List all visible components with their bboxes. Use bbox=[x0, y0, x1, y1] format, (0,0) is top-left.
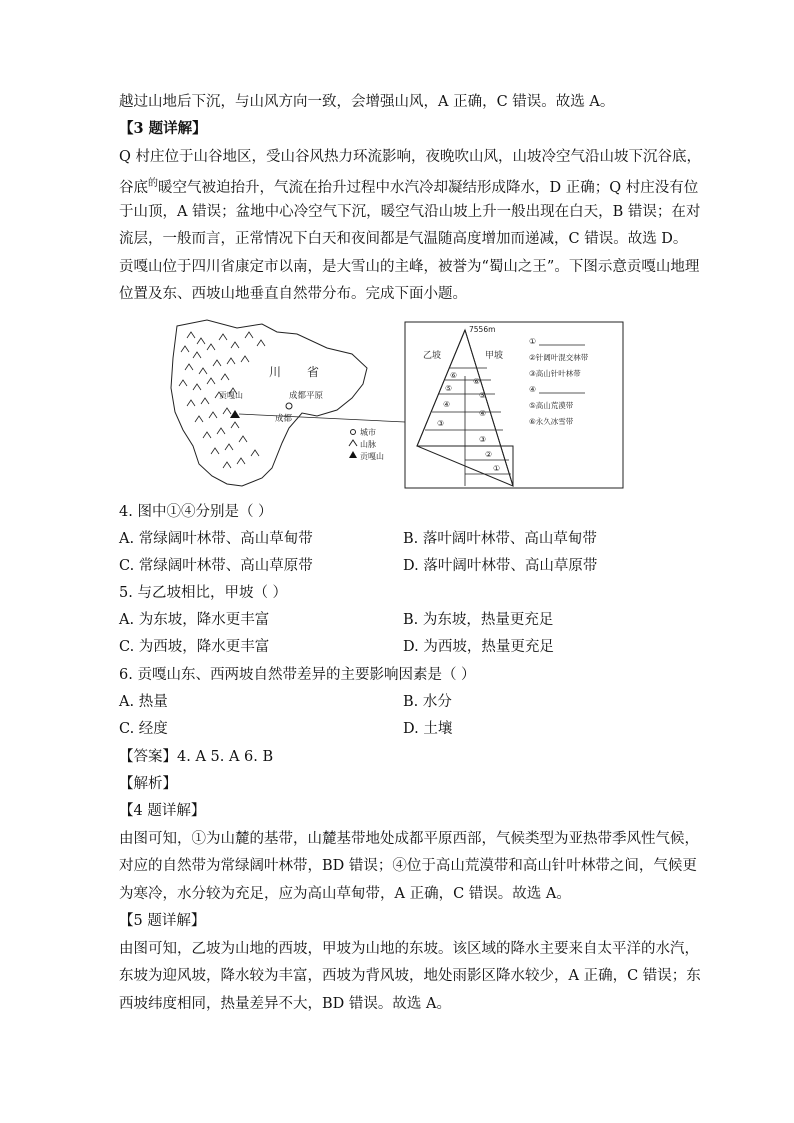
paragraph-line: 西坡纬度相同，热量差异不大，BD 错误。故选 A。 bbox=[119, 996, 451, 1012]
question-4: 4. 图中①④分别是（ ） bbox=[119, 504, 273, 520]
option-4b: B. 落叶阔叶林带、高山草甸带 bbox=[403, 531, 597, 547]
option-5b: B. 为东坡，热量更充足 bbox=[403, 612, 554, 628]
east-band-4: ④ bbox=[479, 409, 487, 418]
option-6d: D. 土壤 bbox=[403, 721, 453, 737]
paragraph-line: 越过山地后下沉，与山风方向一致，会增强山风，A 正确，C 错误。故选 A。 bbox=[119, 94, 615, 110]
zone-legend-6: ⑥永久冰雪带 bbox=[529, 417, 574, 426]
option-5c: C. 为西坡，降水更丰富 bbox=[119, 639, 270, 655]
option-4d: D. 落叶阔叶林带、高山草原带 bbox=[403, 558, 598, 574]
figure-svg bbox=[167, 318, 627, 494]
paragraph-line: 为寒冷，水分较为充足，应为高山草甸带，A 正确，C 错误。故选 A。 bbox=[119, 886, 571, 902]
option-6b: B. 水分 bbox=[403, 694, 452, 710]
city-marker-chengdu bbox=[286, 403, 292, 409]
intro-line: 贡嘎山位于四川省康定市以南，是大雪山的主峰，被誉为“蜀山之王”。下图示意贡嘎山地理 bbox=[119, 259, 700, 275]
east-band-6: ⑥ bbox=[473, 377, 481, 386]
text-fragment: 谷底 bbox=[119, 179, 148, 196]
intro-line: 位置及东、西坡山地垂直自然带分布。完成下面小题。 bbox=[119, 286, 467, 302]
option-5a: A. 为东坡，降水更丰富 bbox=[119, 612, 270, 628]
diagram-frame bbox=[405, 322, 623, 488]
east-band-5: ⑤ bbox=[479, 391, 487, 400]
east-slope-label: 甲坡 bbox=[485, 351, 504, 361]
west-slope-label: 乙坡 bbox=[423, 351, 442, 361]
question-5: 5. 与乙坡相比，甲坡（ ） bbox=[119, 585, 288, 601]
legend-gongga: 贡嘎山 bbox=[360, 452, 384, 461]
zone-legend-3: ③高山针叶林带 bbox=[529, 369, 581, 378]
west-band-4: ④ bbox=[443, 400, 451, 409]
superscript-text: 的 bbox=[148, 178, 158, 189]
paragraph-line: 由图可知，乙坡为山地的西坡，甲坡为山地的东坡。该区域的降水主要来自太平洋的水汽， bbox=[119, 941, 699, 957]
city-label: 成都 bbox=[275, 414, 293, 424]
east-band-2: ② bbox=[485, 450, 493, 459]
paragraph-line: 由图可知，①为山麓的基带，山麓基带地处成都平原西部，气候类型为亚热带季风性气候， bbox=[119, 831, 699, 847]
paragraph-line: 流层，一般而言，正常情况下白天和夜间都是气温随高度增加而递减，C 错误。故选 D。 bbox=[119, 231, 688, 247]
paragraph-line: 于山顶，A 错误；盆地中心冷空气下沉，暖空气沿山坡上升一般出现在白天，B 错误；在对 bbox=[119, 204, 701, 220]
sichuan-outline bbox=[171, 320, 367, 486]
mountain-label: 贡嘎山 bbox=[219, 391, 243, 400]
option-6c: C. 经度 bbox=[119, 721, 168, 737]
option-6a: A. 热量 bbox=[119, 694, 168, 710]
question-6: 6. 贡嘎山东、西两坡自然带差异的主要影响因素是（ ） bbox=[119, 667, 476, 683]
paragraph-line bbox=[119, 174, 698, 198]
section-heading-4: 【4 题详解】 bbox=[119, 803, 206, 819]
plain-label: 成都平原 bbox=[289, 391, 324, 401]
legend-gongga-icon bbox=[349, 451, 357, 458]
province-label-2: 省 bbox=[307, 365, 320, 379]
west-band-5: ⑤ bbox=[445, 384, 453, 393]
zone-legend-4: ④ bbox=[529, 385, 537, 394]
paragraph-line: 东坡为迎风坡，降水较为丰富，西坡为背风坡，地处雨影区降水较少，A 正确，C 错误；东 bbox=[119, 968, 701, 984]
paragraph-line: Q 村庄位于山谷地区，受山谷风热力环流影响，夜晚吹山风，山坡冷空气沿山坡下沉谷底， bbox=[119, 149, 701, 165]
legend-city-icon bbox=[351, 430, 356, 435]
section-heading-5: 【5 题详解】 bbox=[119, 913, 206, 929]
province-label-1: 川 bbox=[269, 365, 282, 379]
zone-legend-2: ②针阔叶混交林带 bbox=[529, 353, 589, 362]
zone-legend-5: ⑤高山荒漠带 bbox=[529, 401, 574, 410]
analysis-heading: 【解析】 bbox=[119, 776, 177, 792]
west-band-6: ⑥ bbox=[450, 371, 458, 380]
legend-mountain: 山脉 bbox=[360, 440, 376, 449]
east-band-1: ① bbox=[493, 464, 501, 473]
paragraph-line: 对应的自然带为常绿阔叶林带，BD 错误；④位于高山荒漠带和高山针叶林带之间，气候更 bbox=[119, 858, 697, 874]
legend-city: 城市 bbox=[360, 428, 376, 437]
east-band-3: ③ bbox=[479, 435, 487, 444]
legend-mountain-icon bbox=[349, 440, 357, 446]
gongga-figure bbox=[167, 318, 627, 494]
zone-legend-1: ① bbox=[529, 337, 537, 346]
text-fragment: 暖空气被迫抬升，气流在抬升过程中水汽冷却凝结形成降水，D 正确；Q 村庄没有位 bbox=[158, 179, 699, 196]
option-4a: A. 常绿阔叶林带、高山草甸带 bbox=[119, 531, 313, 547]
peak-label: 7556m bbox=[469, 325, 496, 334]
west-band-3: ③ bbox=[437, 419, 445, 428]
answer-line: 【答案】4. A 5. A 6. B bbox=[119, 749, 274, 765]
option-4c: C. 常绿阔叶林带、高山草原带 bbox=[119, 558, 313, 574]
section-heading-3: 【3 题详解】 bbox=[119, 120, 207, 137]
option-5d: D. 为西坡，热量更充足 bbox=[403, 639, 554, 655]
